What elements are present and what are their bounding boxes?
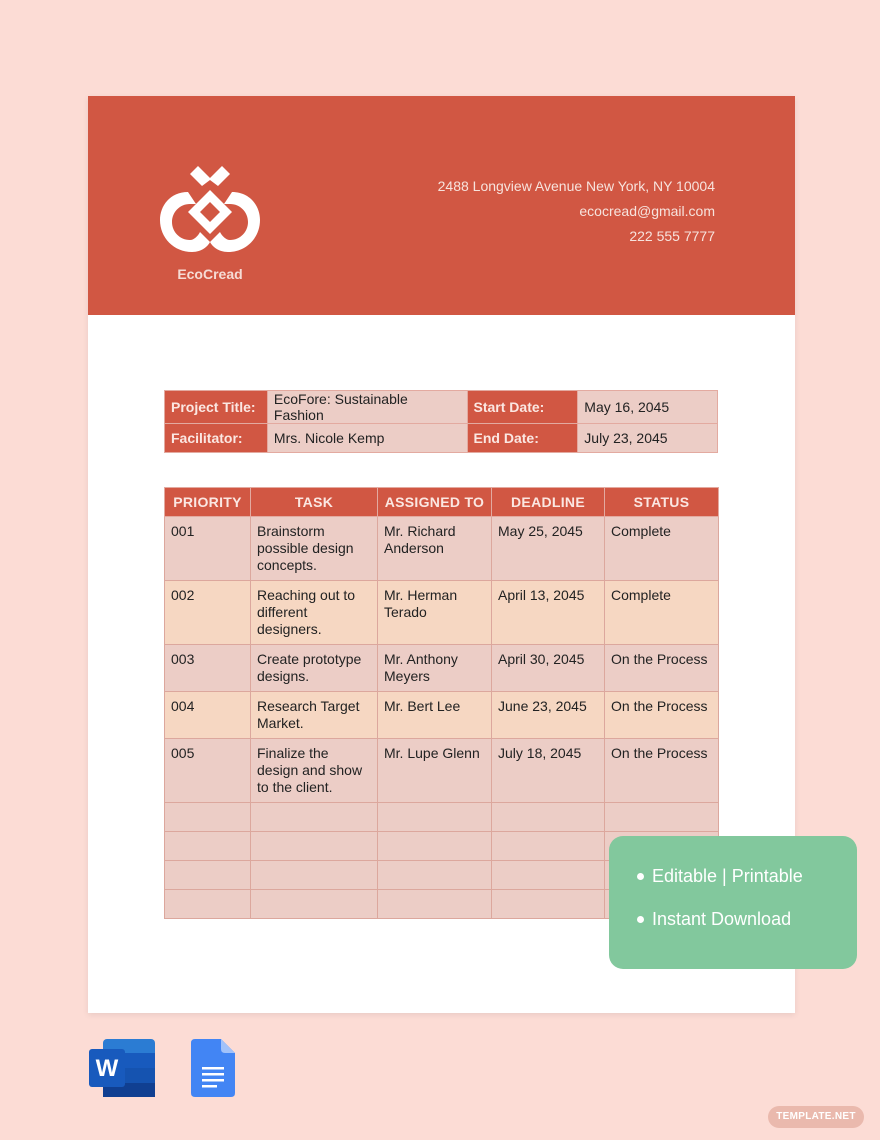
svg-text:W: W [95, 1055, 119, 1082]
template-net-watermark: TEMPLATE.NET [768, 1106, 864, 1128]
table-row [165, 739, 719, 803]
google-docs-icon[interactable] [191, 1039, 235, 1102]
project-info-table [164, 390, 718, 453]
empty-table-row [165, 803, 719, 832]
company-phone: 222 555 7777 [629, 228, 715, 244]
start-date-value: May 16, 2045 [578, 391, 718, 424]
document-header [88, 96, 795, 315]
start-date-label: Start Date: [467, 391, 578, 424]
task-table-header [165, 488, 719, 517]
cell-task: Finalize the design and show to the client. [251, 739, 378, 803]
facilitator-label: Facilitator: [165, 424, 268, 453]
cell-task: Reaching out to different designers. [251, 581, 378, 645]
cell-priority: 004 [165, 692, 251, 739]
features-badge [609, 836, 857, 969]
table-row [165, 692, 719, 739]
cell-deadline: June 23, 2045 [492, 692, 605, 739]
bullet-icon [637, 916, 644, 923]
column-header-assigned-to: ASSIGNED TO [378, 488, 492, 517]
feature-download: Instant Download [637, 909, 857, 930]
company-contact [438, 174, 715, 249]
table-row [165, 645, 719, 692]
project-title-value: EcoFore: Sustainable Fashion [267, 391, 467, 424]
facilitator-value: Mrs. Nicole Kemp [267, 424, 467, 453]
cell-priority: 002 [165, 581, 251, 645]
project-info-row [165, 391, 718, 424]
column-header-deadline: DEADLINE [492, 488, 605, 517]
cell-priority: 003 [165, 645, 251, 692]
column-header-status: STATUS [605, 488, 719, 517]
cell-task: Research Target Market. [251, 692, 378, 739]
project-title-label: Project Title: [165, 391, 268, 424]
cell-assigned: Mr. Lupe Glenn [378, 739, 492, 803]
project-info-row [165, 424, 718, 453]
cell-assigned: Mr. Richard Anderson [378, 517, 492, 581]
cell-assigned: Mr. Herman Terado [378, 581, 492, 645]
column-header-task: TASK [251, 488, 378, 517]
cell-deadline: April 13, 2045 [492, 581, 605, 645]
cell-status: Complete [605, 517, 719, 581]
company-email: ecocread@gmail.com [579, 203, 715, 219]
cell-status: Complete [605, 581, 719, 645]
cell-assigned: Mr. Anthony Meyers [378, 645, 492, 692]
cell-priority: 005 [165, 739, 251, 803]
cell-status: On the Process [605, 739, 719, 803]
cell-status: On the Process [605, 645, 719, 692]
cell-deadline: May 25, 2045 [492, 517, 605, 581]
end-date-label: End Date: [467, 424, 578, 453]
bullet-icon [637, 873, 644, 880]
company-name: EcoCread [177, 266, 243, 282]
feature-editable: Editable | Printable [637, 866, 857, 887]
end-date-value: July 23, 2045 [578, 424, 718, 453]
cell-status: On the Process [605, 692, 719, 739]
cell-deadline: April 30, 2045 [492, 645, 605, 692]
cell-task: Create prototype designs. [251, 645, 378, 692]
cell-assigned: Mr. Bert Lee [378, 692, 492, 739]
table-row [165, 517, 719, 581]
cell-priority: 001 [165, 517, 251, 581]
table-row [165, 581, 719, 645]
company-logo [160, 162, 260, 282]
ecocread-logo-icon [160, 162, 260, 256]
company-address: 2488 Longview Avenue New York, NY 10004 [437, 178, 715, 194]
microsoft-word-icon[interactable] [89, 1039, 157, 1102]
column-header-priority: PRIORITY [165, 488, 251, 517]
cell-task: Brainstorm possible design concepts. [251, 517, 378, 581]
cell-deadline: July 18, 2045 [492, 739, 605, 803]
